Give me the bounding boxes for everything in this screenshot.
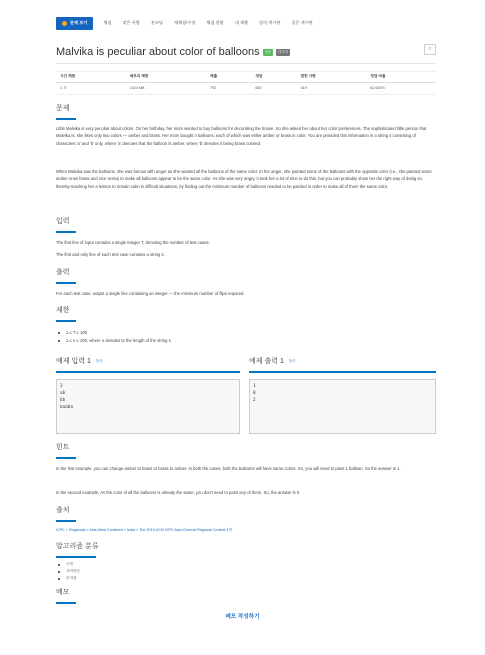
- sample-output-title: 예제 출력 1: [249, 358, 284, 365]
- stats-value: 619: [297, 82, 367, 95]
- section-underline: [56, 371, 240, 373]
- nav-item-status[interactable]: 채점 현황: [206, 20, 224, 25]
- nav-item-submit[interactable]: 채점: [103, 20, 112, 25]
- section-underline: [56, 556, 96, 558]
- copy-output-button[interactable]: 복사: [288, 358, 296, 363]
- section-underline: [56, 282, 76, 284]
- hint-paragraph-1: In the first example, you can change amber to brass or brass to amber. In both the cases, both the balloons will have same colors. So, you will need to paint 1 balloon. So the answer is 1.: [56, 466, 401, 471]
- nav-item-short[interactable]: 숏코딩: [150, 20, 163, 25]
- stats-header: 정답 비율: [366, 72, 436, 83]
- page-title: Malvika is peculiar about color of balloons: [56, 46, 260, 58]
- top-nav: [56, 17, 313, 30]
- stats-header: 정답: [251, 72, 296, 83]
- stats-header: 맞힌 사람: [297, 72, 367, 83]
- stats-value: 82.653%: [366, 82, 436, 95]
- algorithm-heading: 알고리즘 분류: [56, 543, 99, 550]
- stats-value: 792: [206, 82, 251, 95]
- algorithm-list: [56, 561, 436, 581]
- input-paragraph-2: The first and only line of each test case contains a string s.: [56, 252, 165, 257]
- algorithm-tag[interactable]: 구현: [56, 561, 436, 568]
- section-underline: [56, 602, 76, 604]
- hint-heading: 힌트: [56, 444, 70, 451]
- nav-item-correct[interactable]: 맞은 사람: [122, 20, 140, 25]
- status-badge-multilang[interactable]: 다국어: [278, 50, 288, 55]
- constraints-heading: 제한: [56, 307, 70, 314]
- nav-active-label: 문제 보기: [70, 20, 88, 25]
- copy-input-button[interactable]: 복사: [95, 358, 103, 363]
- write-memo-link[interactable]: 메모 작성하기: [225, 614, 260, 620]
- output-paragraph: For each test case, output a single line containing an integer — the minimum number of flips required.: [56, 291, 245, 296]
- description-paragraph-1: Little Malvika is very peculiar about colors. On her birthday, her mom wanted to buy balloons for decorating the house. So she asked her about her color preferences. The sophisticated little person that Malvika is, she likes only two colors — amber and brass. Her mom bought n balloons, each of which was either amber or brass in color. You are provided this information in a string s consisting of characters 'a' and 'b' only, where 'a' denotes that the balloon is amber, where 'b' denotes it being brass colored.: [56, 126, 427, 146]
- input-heading: 입력: [56, 218, 70, 225]
- section-underline: [56, 520, 76, 522]
- problem-stats-table: [56, 71, 436, 95]
- problem-icon: [62, 21, 67, 26]
- section-underline: [56, 320, 76, 322]
- sample-output-heading: [249, 357, 295, 368]
- problem-title-row: [56, 44, 436, 61]
- description-heading: 문제: [56, 105, 70, 112]
- stats-header: 메모리 제한: [126, 72, 206, 83]
- nav-item-rejudge[interactable]: 재채점/수정: [173, 20, 196, 25]
- title-divider: [56, 63, 436, 64]
- hint-paragraph-2: In the second example, As the color of all the balloons is already the same, you don't need to paint any of them. So, the answer is 0.: [56, 490, 301, 495]
- stats-value-row: [56, 82, 436, 95]
- star-button[interactable]: [424, 44, 436, 55]
- sample-input-title: 예제 입력 1: [56, 358, 91, 365]
- status-badge-success: 성공: [264, 50, 272, 55]
- nav-item-my-submissions[interactable]: 내 제출: [234, 20, 249, 25]
- star-icon: ☆: [427, 45, 433, 52]
- section-underline: [249, 371, 436, 373]
- list-item: 1 ≤ n ≤ 100, where n denotes to the length of the string s.: [56, 337, 436, 345]
- source-link[interactable]: ICPC > Regionals > Asia West Continent > India > The 2019 ACM ICPC Asia Chennai Regional Contest 1번: [56, 528, 233, 532]
- description-paragraph-2: When Malvika saw the balloons, she was furious with anger as she wanted all the balloons of the same color. In her anger, she painted some of the balloons with the opposite color (i.e., she painted some amber ones brass and vice versa) to make all balloons appear to be the same color. As she was very angry, it took her a lot of time to do this, but you can probably show her the right way of doing so, thereby teaching her a lesson to remain calm in difficult situations, by finding out the minimum number of balloons needed to be painted in order to make all of them the same color.: [56, 169, 432, 189]
- sample-input-heading: [56, 357, 102, 368]
- list-item: 1 ≤ T ≤ 100: [56, 329, 436, 337]
- stats-value: 1 초: [56, 82, 126, 95]
- nav-item-question-board[interactable]: 질문 게시판: [291, 20, 313, 25]
- section-underline: [56, 457, 76, 459]
- stats-value: 663: [251, 82, 296, 95]
- algorithm-tag[interactable]: 사칙연산: [56, 568, 436, 575]
- input-paragraph-1: The first line of input contains a single integer T, denoting the number of test cases.: [56, 240, 210, 245]
- sample-output-box[interactable]: 1 0 2: [249, 379, 436, 434]
- stats-header: 제출: [206, 72, 251, 83]
- sample-input-box[interactable]: 3 ab bb baaba: [56, 379, 240, 434]
- stats-value: 1024 MB: [126, 82, 206, 95]
- algorithm-tag[interactable]: 문자열: [56, 575, 436, 582]
- stats-header-row: [56, 72, 436, 83]
- memo-heading: 메모: [56, 589, 70, 596]
- source-heading: 출처: [56, 507, 70, 514]
- output-heading: 출력: [56, 269, 70, 276]
- stats-header: 시간 제한: [56, 72, 126, 83]
- section-underline: [56, 118, 76, 120]
- nav-item-lecture-board[interactable]: 강의 게시판: [259, 20, 281, 25]
- constraints-list: [56, 329, 436, 345]
- nav-problem-tab[interactable]: [56, 17, 93, 30]
- section-underline: [56, 231, 76, 233]
